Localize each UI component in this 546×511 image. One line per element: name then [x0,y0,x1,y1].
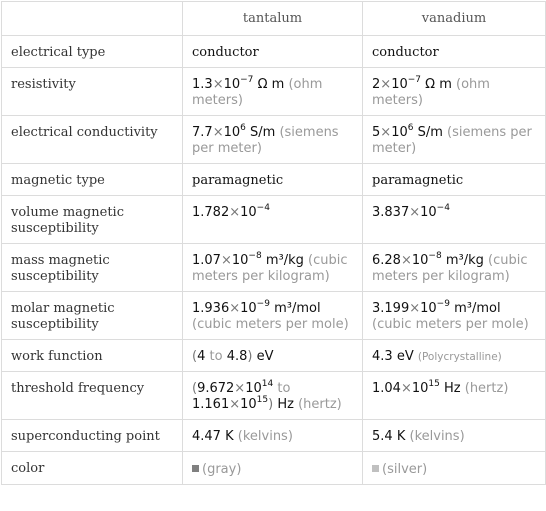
header-tantalum: tantalum [183,2,363,36]
range-high: 1.161 [192,397,230,412]
header-empty-cell [2,2,183,36]
table-row [2,452,546,485]
cell-tantalum [183,420,363,452]
mantissa: 6.28 [372,253,401,268]
unit: m³/kg [445,253,484,268]
cell-vanadium: $6.28\times 10^{-8}$ m³/kg (cubic meters per kilogram) [363,244,546,292]
exponent: −4 [436,203,450,213]
unit: Hz [444,381,461,396]
unit: eV [396,349,414,364]
row-label: volume magnetic susceptibility [2,196,183,244]
row-label: mass magnetic susceptibility [2,244,183,292]
table-row [2,372,546,420]
cell-tantalum: ($9.672\times 10^{14}$ to $1.161\times 10^{15}$) Hz (hertz) [183,372,363,420]
unit: Hz [277,397,294,412]
exponent: −4 [256,203,270,213]
value: 4.47 [192,429,221,444]
row-label: resistivity [2,68,183,116]
table-row [2,116,546,164]
cell-tantalum: $1.07\times 10^{-8}$ m³/kg (cubic meters per kilogram) [183,244,363,292]
exponent: −8 [248,251,262,261]
row-label: molar magnetic susceptibility [2,292,183,340]
row-label: magnetic type [2,164,183,196]
header-row [2,2,546,36]
exponent: 14 [261,379,274,389]
cell-vanadium [363,452,546,485]
cell-vanadium: $3.837\times 10^{-4}$ [363,196,546,244]
cell-tantalum: $7.7\times 10^6$ S/m (siemens per meter) [183,116,363,164]
note: (Polycrystalline) [417,351,502,363]
color-name: (silver) [382,462,428,477]
exponent: 15 [256,395,269,405]
unit: K [225,429,234,444]
range-to: to [277,381,291,396]
exponent: −9 [436,299,450,309]
exponent: −8 [428,251,442,261]
cell-tantalum: $1.3\times 10^{-7}$ Ω m (ohm meters) [183,68,363,116]
mantissa: 3.199 [372,301,410,316]
unit-desc: (kelvins) [409,429,465,444]
unit: S/m [250,125,276,140]
cell-vanadium: conductor [363,36,546,68]
mantissa: 1.04 [372,381,401,396]
unit: K [396,429,406,444]
unit: S/m [417,125,443,140]
range-low: 9.672 [197,381,235,396]
table-row [2,68,546,116]
table-row [2,420,546,452]
unit-desc: (siemens per meter) [192,125,339,156]
table-row [2,340,546,372]
value: 5.4 [372,429,393,444]
comparison-table [1,1,546,485]
exponent: −9 [256,299,270,309]
table-row [2,244,546,292]
mantissa: 1.3 [192,77,213,92]
exponent: −7 [407,75,422,85]
unit: m³/mol [274,301,321,316]
unit-desc: (hertz) [298,397,342,412]
range-to: to [209,349,223,364]
unit-desc: (hertz) [464,381,509,396]
header-vanadium: vanadium [363,2,546,36]
mantissa: 1.782 [192,205,230,220]
mantissa: 3.837 [372,205,410,220]
unit-desc: (ohm meters) [192,77,323,108]
unit: Ω m [425,77,452,92]
cell-tantalum [183,452,363,485]
color-name: (gray) [202,462,242,477]
cell-tantalum: $1.936\times 10^{-9}$ m³/mol (cubic meters per mole) [183,292,363,340]
unit-desc: (cubic meters per mole) [192,317,349,332]
color-swatch [192,465,199,472]
mantissa: 5 [372,125,381,140]
cell-vanadium: $5\times 10^6$ S/m (siemens per meter) [363,116,546,164]
unit-desc: (cubic meters per mole) [372,317,529,332]
table-row [2,36,546,68]
table-row [2,196,546,244]
unit: m³/mol [454,301,501,316]
exponent: 6 [407,123,414,133]
unit-desc: (kelvins) [237,429,293,444]
row-label: electrical conductivity [2,116,183,164]
row-label: work function [2,340,183,372]
value: 4.3 [372,349,393,364]
exponent: 15 [428,379,440,389]
cell-vanadium: $2\times 10^{-7}$ Ω m (ohm meters) [363,68,546,116]
unit: Ω m [257,77,285,92]
table-row [2,164,546,196]
mantissa: 7.7 [192,125,213,140]
exponent: −7 [240,75,254,85]
unit-desc: (cubic meters per kilogram) [372,253,528,284]
cell-vanadium: $1.04\times 10^{15}$ Hz (hertz) [363,372,546,420]
cell-tantalum: (4 to 4.8) eV [183,340,363,372]
cell-vanadium [363,340,546,372]
cell-tantalum: paramagnetic [183,164,363,196]
range-low: 4 [197,349,206,364]
row-label: threshold frequency [2,372,183,420]
unit: m³/kg [265,253,304,268]
color-swatch [372,465,379,472]
exponent: 6 [240,123,246,133]
unit: eV [256,349,274,364]
cell-vanadium [363,420,546,452]
range-high: 4.8 [226,349,248,364]
row-label: electrical type [2,36,183,68]
cell-vanadium: $3.199\times 10^{-9}$ m³/mol (cubic meters per mole) [363,292,546,340]
unit-desc: (cubic meters per kilogram) [192,253,348,284]
cell-tantalum: conductor [183,36,363,68]
unit-desc: (ohm meters) [372,77,490,108]
row-label: superconducting point [2,420,183,452]
table-row [2,292,546,340]
mantissa: 1.07 [192,253,221,268]
unit-desc: (siemens per meter) [372,125,532,156]
mantissa: 2 [372,77,381,92]
cell-vanadium: paramagnetic [363,164,546,196]
mantissa: 1.936 [192,301,230,316]
cell-tantalum: $1.782\times 10^{-4}$ [183,196,363,244]
row-label: color [2,452,183,485]
